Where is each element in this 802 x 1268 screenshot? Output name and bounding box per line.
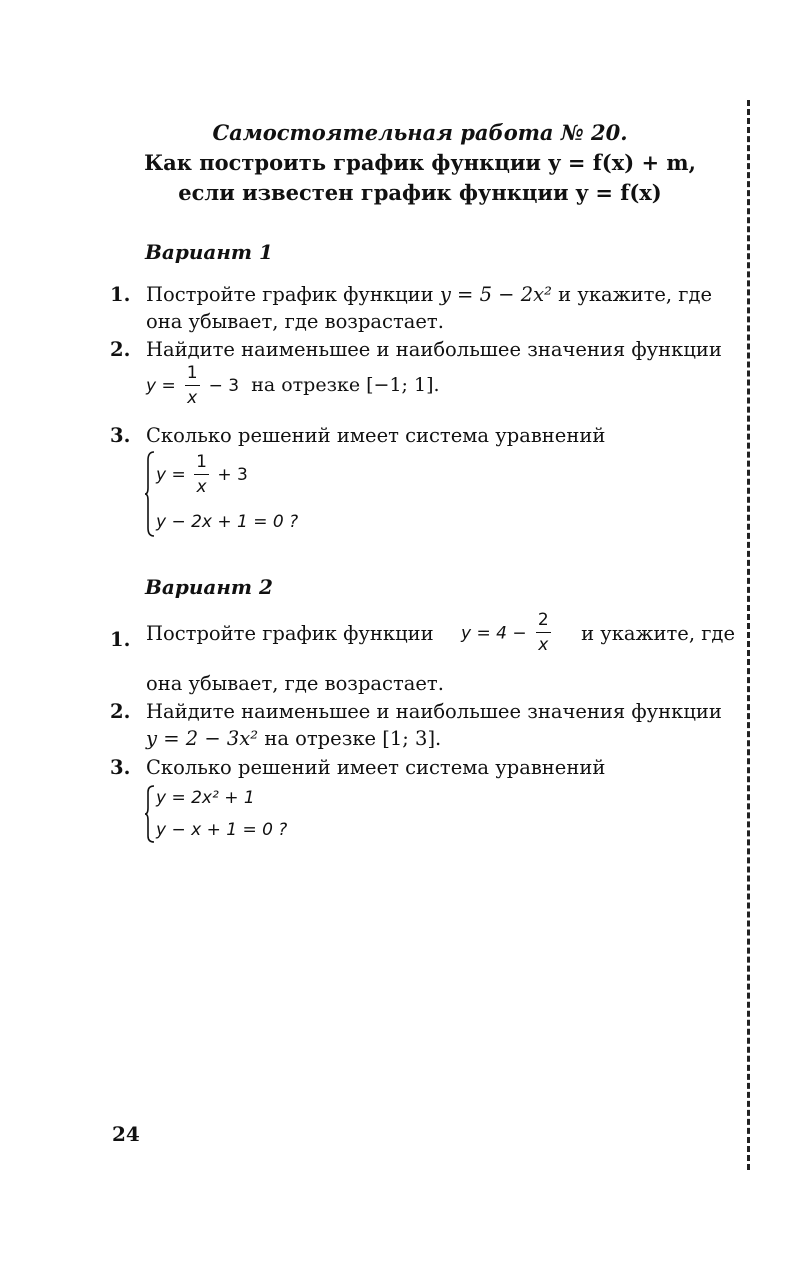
- topic-line-2: если известен график функции y = f(x): [178, 180, 662, 205]
- system-eq-2: y − x + 1 = 0 ?: [156, 820, 288, 840]
- v1-equation-system: [144, 450, 344, 540]
- task-number: 1.: [110, 628, 131, 651]
- formula: y = 5 − 2x²: [439, 283, 552, 306]
- page-number: 24: [112, 1122, 140, 1146]
- v2-equation-system: [144, 784, 344, 846]
- formula: [461, 612, 554, 654]
- v1-task-2: [110, 336, 735, 363]
- work-title: Самостоятельная работа № 20.: [212, 120, 628, 145]
- fraction-denominator: x: [538, 635, 549, 655]
- task-number: 2.: [110, 700, 131, 723]
- task-text: Постройте график функции: [146, 621, 434, 645]
- v1-task-1: [110, 281, 735, 335]
- fraction-numerator: 1: [194, 454, 209, 475]
- task-1-line: [146, 612, 735, 654]
- task-text: Сколько решений имеет система уравнений: [146, 756, 606, 779]
- topic-line-1: Как построить график функции y = f(x) + m,: [144, 150, 696, 175]
- v2-task-2: [110, 698, 735, 752]
- formula-tail: − 3: [208, 376, 240, 396]
- v1-task-3: [110, 422, 735, 449]
- cut-line: [747, 100, 750, 1170]
- v2-task-1-cont: [110, 670, 735, 697]
- task-text: она убывает, где возрастает.: [146, 310, 444, 333]
- formula-tail: + 3: [217, 465, 248, 485]
- brace-icon: [144, 450, 156, 538]
- system-eq-1: y = 2x² + 1: [156, 788, 255, 808]
- fraction-denominator: x: [196, 477, 207, 497]
- page-header: [100, 118, 740, 208]
- variant-1-title: Вариант 1: [145, 240, 273, 264]
- fraction-denominator: x: [187, 388, 198, 408]
- y-equals: y =: [156, 465, 186, 485]
- variant-2-title: Вариант 2: [145, 575, 273, 599]
- y-equals: y = 4 −: [461, 623, 527, 644]
- system-eq-1: [156, 454, 248, 496]
- fraction: [536, 612, 551, 654]
- brace-icon: [144, 784, 156, 844]
- task-text: Сколько решений имеет система уравнений: [146, 424, 606, 447]
- task-number: 3.: [110, 756, 131, 779]
- task-number: 3.: [110, 424, 131, 447]
- task-number: 1.: [110, 283, 131, 306]
- v2-task-3: [110, 754, 735, 781]
- fraction-numerator: 2: [536, 612, 551, 633]
- task-text: Постройте график функции: [146, 283, 440, 306]
- system-eq-2: y − 2x + 1 = 0 ?: [156, 512, 299, 532]
- task-text: и укажите, где: [551, 283, 713, 306]
- formula: y = 2 − 3x²: [146, 727, 259, 750]
- interval-text: на отрезке [−1; 1].: [251, 374, 440, 396]
- y-equals: y =: [146, 376, 176, 396]
- task-text: Найдите наименьшее и наибольшее значения функции: [146, 338, 722, 361]
- fraction: [185, 365, 200, 407]
- task-text: и укажите, где: [581, 621, 735, 645]
- task-text: она убывает, где возрастает.: [146, 672, 444, 695]
- v1-task-2-formula: [146, 365, 440, 407]
- v2-task-1: [110, 612, 735, 654]
- task-number: 2.: [110, 338, 131, 361]
- task-text: Найдите наименьшее и наибольшее значения функции: [146, 700, 722, 723]
- fraction: [194, 454, 209, 496]
- fraction-numerator: 1: [185, 365, 200, 386]
- interval-text: на отрезке [1; 3].: [258, 727, 442, 750]
